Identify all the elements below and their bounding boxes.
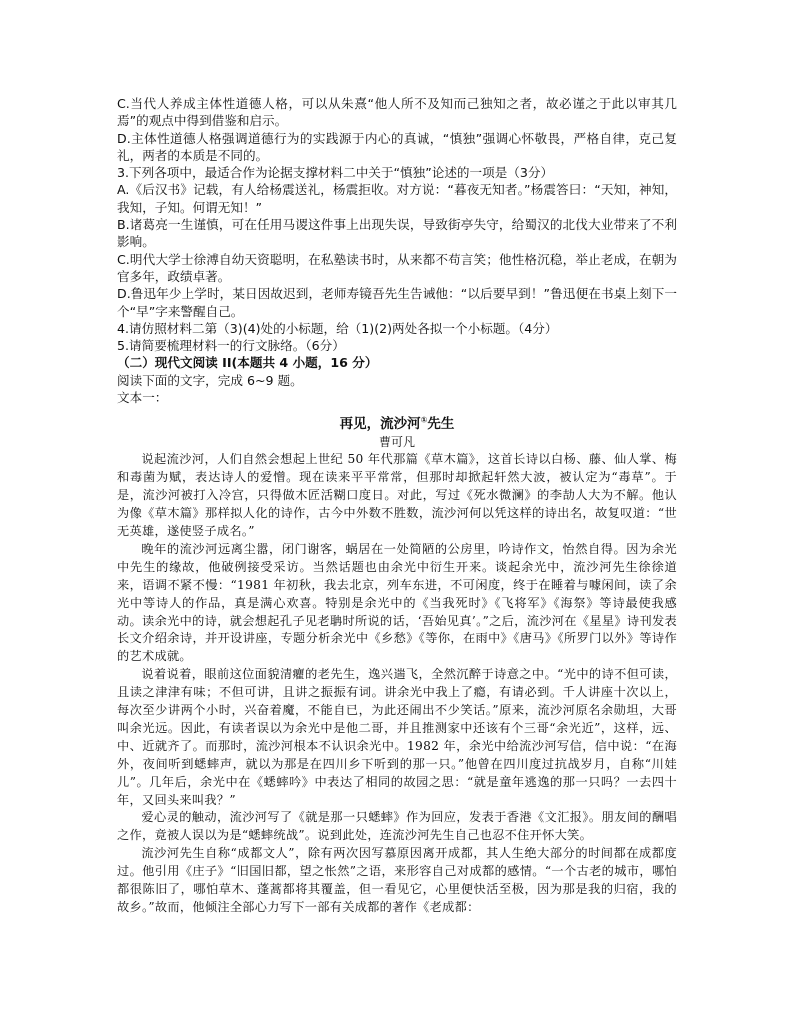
q3-option-c: C.明代大学士徐溥自幼天资聪明，在私塾读书时，从来都不苟言笑；他性格沉稳，举止老成，在朝为官多年，政绩卓著。: [117, 251, 677, 284]
option-d-text: D.主体性道德人格强调道德行为的实践源于内心的真诚，“慎独”强调心怀敬畏，严格自律，克己复礼，两者的本质是不同的。: [117, 130, 677, 163]
article-paragraph: 说着说着，眼前这位面貌清癯的老先生，逸兴遄飞，全然沉醉于诗意之中。“光中的诗不但可读，且读之津津有味；不但可讲，且讲之振振有词。讲余光中我上了瘾，有请必到。千人讲座十次以上，每次至少讲两个小时，兴奋着魔，不能自已，为此还闹出不少笑话。”原来，流沙河原名余勋坦，大哥叫余光远。因此，有读者误以为余光中是他二哥，并且推测家中还该有个三哥“余光近”，这样，远、中、近就齐了。而那时，流沙河根本不认识余光中。1982 年，余光中给流沙河写信，信中说：“在海外，夜间听到蟋蟀声，就以为那是在四川乡下听到的那一只。”他曾在四川度过抗战岁月，自称“川娃儿”。几年后，余光中在《蟋蟀吟》中表达了相同的故园之思：“就是童年逃逸的那一只吗？一去四十年，又回头来叫我？”: [117, 667, 677, 807]
article-body: [117, 451, 677, 917]
footnote-marker: ①: [420, 415, 428, 425]
q3-option-a: A.《后汉书》记载，有人给杨震送礼，杨震拒收。对方说：“暮夜无知者。”杨震答曰：“天知，神知，我知，子知。何谓无知！”: [117, 182, 677, 215]
text-label: 文本一：: [117, 390, 168, 406]
article-paragraph: 流沙河先生自称“成都文人”，除有两次因写慕原因离开成都，其人生绝大部分的时间都在成都度过。他引用《庄子》“旧国旧都，望之怅然”之语，来形容自己对成都的感情。“一个古老的城市，哪怕都很陈旧了，哪怕草木、蓬蒿都将其覆盖，但一看见它，心里便快活至极，因为那是我的归宿，我的故乡。”故而，他倾注全部心力写下一部有关成都的著作《老成都：: [117, 846, 677, 914]
reading-instruction: 阅读下面的文字，完成 6~9 题。: [117, 372, 303, 388]
article-author: 曹可凡: [378, 435, 415, 450]
section-heading: （二）现代文阅读 II(本题共 4 小题，16 分）: [117, 355, 378, 371]
option-c-text: C.当代人养成主体性道德人格，可以从朱熹“他人所不及知而己独知之者，故必谨之于此以审其几焉”的观点中得到借鉴和启示。: [117, 96, 677, 129]
question-3: 3.下列各项中，最适合作为论据支撑材料二中关于“慎独”论述的一项是（3分）: [117, 165, 554, 181]
article-title: [117, 414, 677, 434]
article-paragraph: 晚年的流沙河远离尘嚣，闭门谢客，蜗居在一处简陋的公房里，吟诗作文，怡然自得。因为余光中先生的缘故，他破例接受采访。当然话题也由余光中衍生开来。谈起余光中，流沙河先生徐徐道来，语调不紧不慢：“1981 年初秋，我去北京，列车东进，不可闲度，终于在睡着与噱闲间，读了余光中等诗人的作品，真是满心欢喜。特别是余光中的《当我死时》《飞将军》《海祭》等诗最使我感动。读余光中的诗，就会想起孔子见老聃时所说的话，‘吾始见真’。”之后，流沙河在《星星》诗刊发表长文介绍余诗，并开设讲座，专题分析余光中《乡愁》《等你，在雨中》《唐马》《所罗门以外》等诗作的艺术成就。: [117, 541, 677, 664]
q3-option-b: B.诸葛亮一生谨慎，可在任用马谡这件事上出现失误，导致街亭失守，给蜀汉的北伐大业带来了不利影响。: [117, 217, 677, 250]
article-paragraph: 爱心灵的触动，流沙河写了《就是那一只蟋蟀》作为回应，发表于香港《文汇报》。朋友间的酬唱之作，竟被人误以为是“蟋蟀统战”。说到此处，连流沙河先生自己也忍不住开怀大笑。: [117, 810, 677, 843]
document-page: [117, 95, 677, 917]
article-title-end: 先生: [427, 416, 455, 433]
article-title-main: 再见，流沙河: [339, 416, 421, 433]
article-paragraph: 说起流沙河，人们自然会想起上世纪 50 年代那篇《草木篇》，这首长诗以白杨、藤、仙人掌、梅和毒菌为赋，表达诗人的爱憎。现在读来平平常常，但那时却掀起轩然大波，被认定为“毒草”。于是，流沙河被打入冷宫，只得做木匠活糊口度日。对此，写过《死水微澜》的李劼人大为不解。他认为像《草木篇》那样拟人化的诗作，古今中外数不胜数，流沙河何以凭这样的诗出名，故复叹道：“世无英雄，遂使竖子成名。”: [117, 452, 677, 538]
question-5: 5.请简要梳理材料一的行文脉络。（6分）: [117, 338, 345, 354]
q3-option-d: D.鲁迅年少上学时，某日因故迟到，老师寿镜吾先生告诫他：“以后要早到！”鲁迅便在书桌上刻下一个“早”字来警醒自己。: [117, 286, 677, 319]
question-4: 4.请仿照材料二第（3)(4)处的小标题，给（1)(2)两处各拟一个小标题。（4分）: [117, 320, 558, 336]
